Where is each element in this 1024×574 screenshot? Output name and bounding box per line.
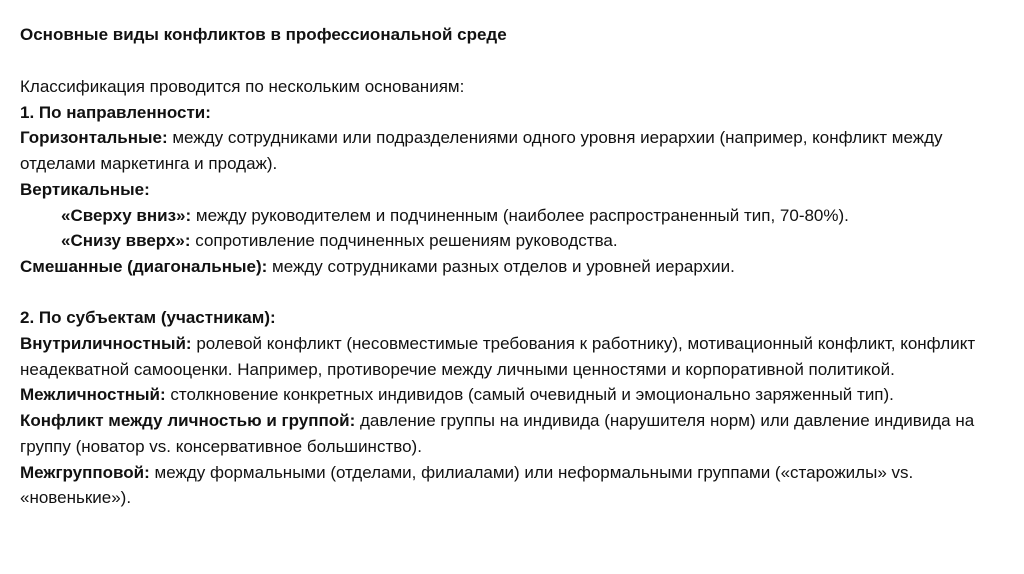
intergroup-text: между формальными (отделами, филиалами) или неформальными группами («старожилы» vs. «новенькие»). bbox=[20, 462, 914, 508]
interpersonal-item bbox=[20, 382, 1005, 408]
section2-heading-text: 2. По субъектам (участникам): bbox=[20, 308, 276, 328]
mixed-term: Смешанные (диагональные): bbox=[20, 256, 268, 276]
section1-heading-text: 1. По направленности: bbox=[20, 102, 211, 122]
bottom-up-term: «Снизу вверх»: bbox=[61, 231, 191, 251]
vertical-term: Вертикальные: bbox=[20, 179, 150, 199]
top-down-text: между руководителем и подчиненным (наиболее распространенный тип, 70-80%). bbox=[191, 205, 849, 225]
bottom-up-item bbox=[20, 228, 1005, 254]
horizontal-term: Горизонтальные: bbox=[20, 128, 168, 148]
slide-body bbox=[20, 74, 1005, 511]
interpersonal-term: Межличностный: bbox=[20, 385, 166, 405]
intrapersonal-item bbox=[20, 331, 1005, 382]
horizontal-item bbox=[20, 125, 1005, 176]
person-group-text: давление группы на индивида (нарушителя норм) или давление индивида на группу (новатор vs. консервативное большинство). bbox=[20, 411, 975, 456]
intergroup-item bbox=[20, 460, 1005, 511]
mixed-text: между сотрудниками разных отделов и уровней иерархии. bbox=[267, 256, 735, 276]
intrapersonal-text: ролевой конфликт (несовместимые требования к работнику), мотивационный конфликт, конфликт неадекватной самооценки. Например, противоречие между личными ценностями и корпоративной политикой. bbox=[20, 334, 976, 379]
slide-title: Основные виды конфликтов в профессиональной среде bbox=[20, 25, 507, 44]
mixed-item bbox=[20, 254, 1005, 280]
bottom-up-text: сопротивление подчиненных решениям руководства. bbox=[190, 231, 618, 251]
top-down-term: «Сверху вниз»: bbox=[61, 205, 192, 225]
vertical-item bbox=[20, 177, 1005, 203]
person-group-item bbox=[20, 408, 1005, 459]
horizontal-text: между сотрудниками или подразделениями одного уровня иерархии (например, конфликт между отделами маркетинга и продаж). bbox=[20, 128, 943, 174]
intergroup-term: Межгрупповой: bbox=[20, 462, 150, 482]
intro-text: Классификация проводится по нескольким основаниям: bbox=[20, 77, 465, 96]
section1-heading bbox=[20, 100, 1005, 126]
intrapersonal-term: Внутриличностный: bbox=[20, 334, 192, 354]
interpersonal-text: столкновение конкретных индивидов (самый очевидный и эмоционально заряженный тип). bbox=[165, 385, 894, 405]
slide-content bbox=[20, 22, 1005, 511]
person-group-term: Конфликт между личностью и группой: bbox=[20, 411, 356, 431]
section-spacer bbox=[20, 280, 1005, 306]
section2-heading bbox=[20, 305, 1005, 331]
top-down-item bbox=[20, 203, 1005, 229]
